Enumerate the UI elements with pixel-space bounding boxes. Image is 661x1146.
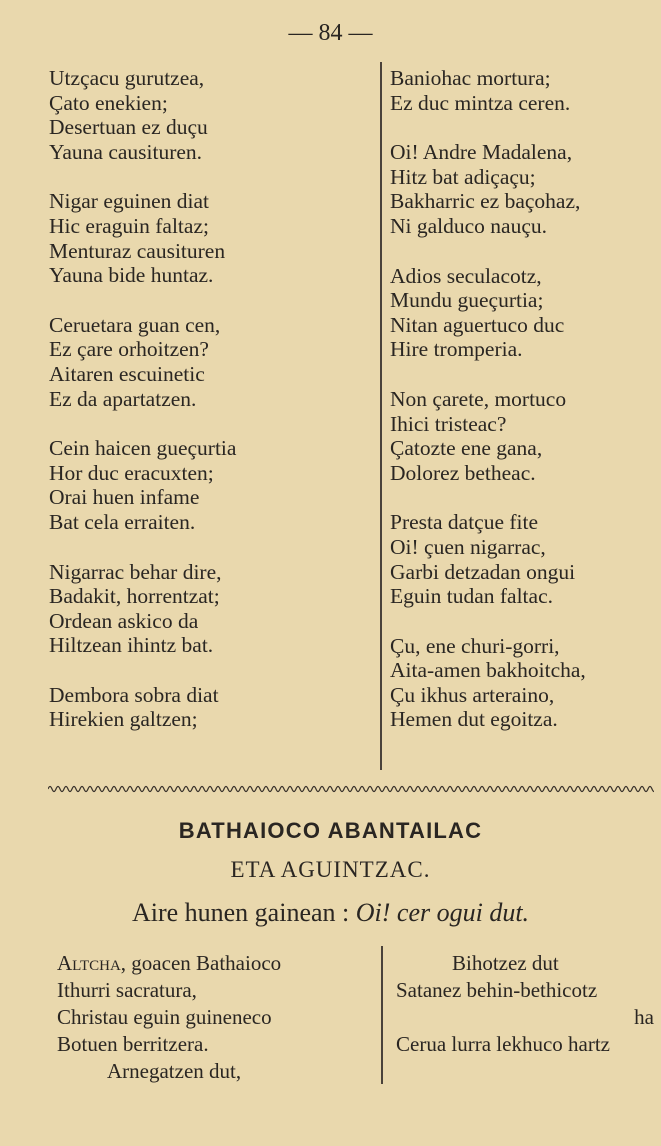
- stanza: [390, 387, 652, 485]
- verse-line: Hor duc eracuxten;: [49, 460, 214, 485]
- verse-line: Nitan aguertuco duc: [390, 312, 565, 337]
- verse-first-word: Altcha,: [57, 951, 127, 975]
- verse-line: Hitz bat adiçaçu;: [390, 164, 536, 189]
- ornamental-rule: [48, 783, 654, 795]
- verse-line: Non çarete, mortuco: [390, 386, 567, 411]
- verse-line: Satanez behin-bethicotz: [396, 978, 598, 1002]
- stanza: [390, 634, 652, 732]
- tune-indication: [0, 898, 661, 928]
- verse-line: Bakharric ez baçohaz,: [390, 189, 581, 214]
- verse-line: Dolorez betheac.: [390, 460, 536, 485]
- page-number: — 84 —: [288, 20, 373, 46]
- verse-line: Bihotzez dut: [452, 951, 559, 975]
- stanza: [49, 66, 371, 164]
- verse-line: Aitaren escuinetic: [49, 361, 205, 386]
- verse-line: Yauna bide huntaz.: [49, 263, 214, 288]
- verse-line: Bat cela erraiten.: [49, 509, 196, 534]
- verse-line: Nigar eguinen diat: [49, 189, 210, 214]
- stanza: [49, 560, 371, 658]
- verse-first-rest: goacen Bathaioco: [126, 951, 282, 975]
- verse-line: Çu ikhus arteraino,: [390, 682, 555, 707]
- verse-line: ha: [634, 1005, 654, 1029]
- verse-line: Nigarrac behar dire,: [49, 559, 222, 584]
- verse-line: Hiltzean ihintz bat.: [49, 633, 214, 658]
- stanza: [390, 264, 652, 362]
- verse-line: Badakit, horrentzat;: [49, 584, 220, 609]
- verse-line: Ordean askico da: [49, 608, 199, 633]
- verse-line: Garbi detzadan ongui: [390, 559, 576, 584]
- verse-line: Ihici tristeac?: [390, 411, 507, 436]
- verse-line: Hirekien galtzen;: [49, 707, 198, 732]
- section-left-column: [57, 950, 367, 1085]
- verse-line: Baniohac mortura;: [390, 66, 551, 90]
- verse-line: Arnegatzen dut,: [107, 1059, 242, 1083]
- verse-line: Menturaz causituren: [49, 238, 226, 263]
- column-divider: [380, 62, 382, 770]
- stanza: [49, 436, 371, 534]
- stanza: [49, 189, 371, 287]
- verse-line: [57, 950, 367, 977]
- verse-line: Aita-amen bakhoitcha,: [390, 658, 586, 683]
- verse-line: Yauna causituren.: [49, 139, 203, 164]
- verse-line: Çato enekien;: [49, 90, 168, 115]
- verse-line: Cerua lurra lekhuco hartz: [396, 1032, 610, 1056]
- section-right-column: [396, 950, 658, 1058]
- verse-line: Ithurri sacratura,: [57, 978, 197, 1002]
- verse-line: Adios seculacotz,: [390, 263, 542, 288]
- verse-line: Ez da apartatzen.: [49, 386, 197, 411]
- verse-line: Utzçacu gurutzea,: [49, 66, 205, 90]
- tune-prefix: Aire hunen gainean :: [131, 898, 350, 927]
- right-poem-column: [390, 66, 652, 757]
- verse-line: Hire tromperia.: [390, 337, 523, 362]
- verse-line: Presta datçue fite: [390, 510, 539, 535]
- verse-line: Çu, ene churi-gorri,: [390, 633, 560, 658]
- verse-line: Ez duc mintza ceren.: [390, 90, 571, 115]
- section-subtitle: ETA AGUINTZAC.: [230, 857, 431, 882]
- verse-line: Orai huen infame: [49, 485, 200, 510]
- stanza: [49, 683, 371, 732]
- stanza: [390, 510, 652, 608]
- verse-line: Ceruetara guan cen,: [49, 312, 221, 337]
- verse-line: Hic eraguin faltaz;: [49, 213, 209, 238]
- section-title: BATHAIOCO ABANTAILAC: [178, 818, 483, 843]
- section-column-divider: [381, 946, 383, 1084]
- verse-line: Mundu gueçurtia;: [390, 288, 544, 313]
- stanza: [49, 313, 371, 411]
- verse-line: Dembora sobra diat: [49, 682, 219, 707]
- stanza: [390, 140, 652, 238]
- verse-line: Oi! Andre Madalena,: [390, 140, 573, 165]
- verse-line: Christau eguin guineneco: [57, 1005, 272, 1029]
- stanza: [390, 66, 652, 115]
- verse-line: Oi! çuen nigarrac,: [390, 534, 546, 559]
- verse-line: Ni galduco nauçu.: [390, 213, 548, 238]
- verse-line: Hemen dut egoitza.: [390, 707, 558, 732]
- verse-line: Desertuan ez duçu: [49, 115, 208, 140]
- verse-line: Ez çare orhoitzen?: [49, 337, 209, 362]
- left-poem-column: [49, 66, 371, 757]
- verse-line: Çatozte ene gana,: [390, 436, 543, 461]
- verse-line: Cein haicen gueçurtia: [49, 436, 237, 461]
- verse-line: Eguin tudan faltac.: [390, 584, 553, 609]
- verse-line: Botuen berritzera.: [57, 1032, 209, 1056]
- tune-name: Oi! cer ogui dut.: [355, 898, 530, 927]
